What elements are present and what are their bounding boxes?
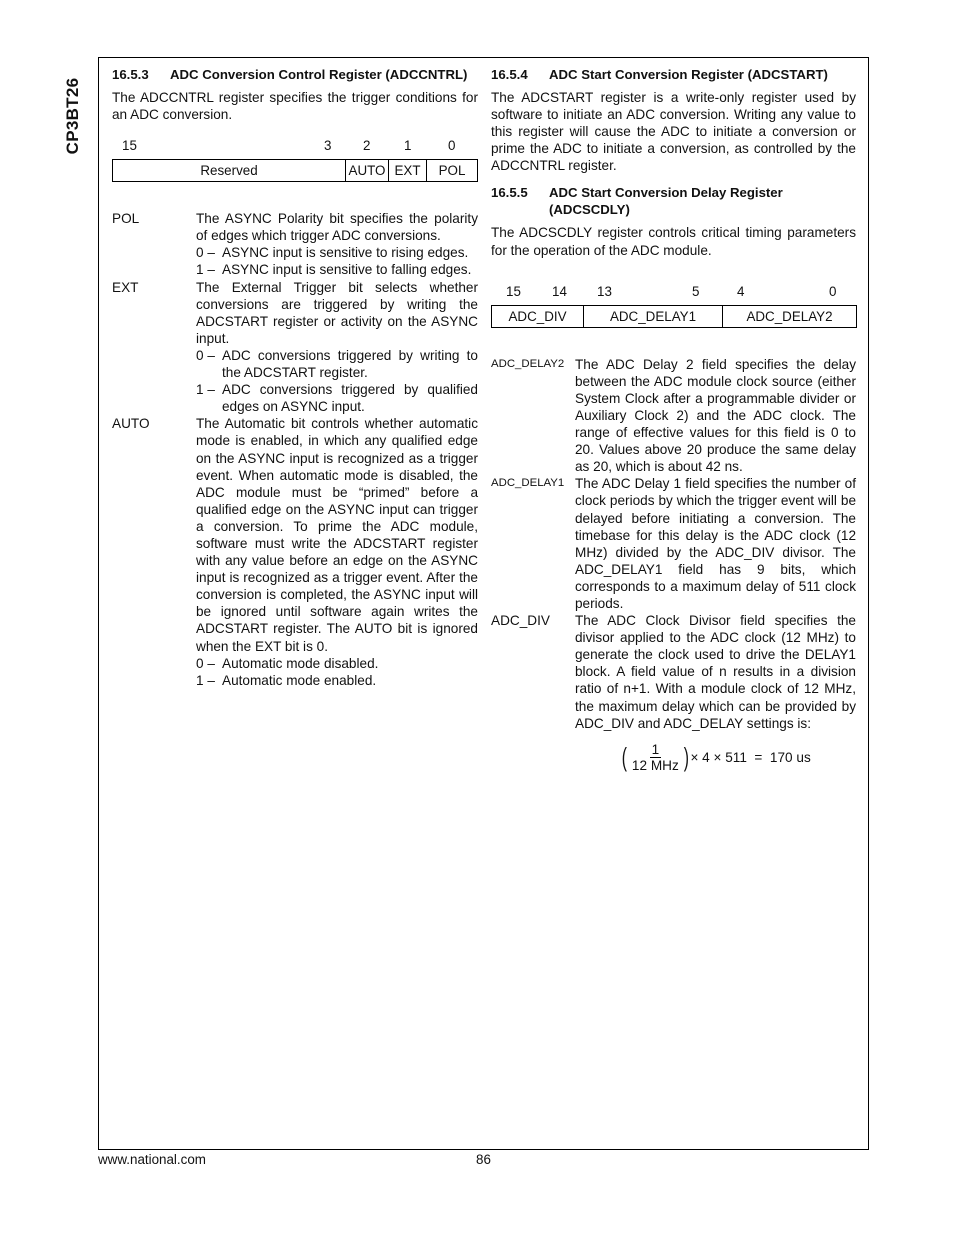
- section-16-5-4-heading: [491, 66, 856, 83]
- def-option: [196, 244, 478, 261]
- fraction: [632, 742, 679, 773]
- def-ext: [112, 279, 478, 416]
- fraction-denominator: 12 MHz: [631, 757, 679, 773]
- option-value: Automatic mode disabled.: [222, 655, 379, 671]
- option-value: Automatic mode enabled.: [222, 672, 377, 688]
- def-term: ADC_DELAY1: [491, 477, 565, 490]
- footer-url: www.national.com: [98, 1152, 206, 1167]
- option-value: ASYNC input is sensitive to falling edges.: [222, 262, 472, 278]
- def-term: AUTO: [112, 416, 150, 432]
- bit-label: 15: [122, 138, 137, 154]
- max-delay-formula: [491, 742, 856, 773]
- adcscdly-field-definitions: [491, 356, 856, 773]
- left-paren: (: [621, 742, 628, 773]
- def-desc-block: [196, 210, 478, 278]
- def-pol: [112, 210, 478, 278]
- option-key: 1 –: [196, 262, 215, 278]
- def-option: [196, 381, 478, 415]
- adccntrl-field-definitions: [112, 210, 478, 689]
- def-term: EXT: [112, 279, 139, 295]
- def-desc: The Automatic bit controls whether automatic mode is enabled, in which any qualified edge on the ASYNC input is recognized as a trigger event. When automatic mode is disabled, the ADC module must be “primed” before a qualified edge on the ASYNC input can trigger a conversion. To prime the ADC module, software must write the ADCSTART register with any value before an edge on the ASYNC input is recognized as a trigger event. After the conversion is completed, the ASYNC input will be ignored until software again writes the ADCSTART register. The AUTO bit is ignored when the EXT bit is 0.: [196, 416, 478, 654]
- field-auto: AUTO: [346, 160, 389, 181]
- bit-label: 2: [363, 138, 371, 154]
- def-desc: The ADC Delay 1 field specifies the number of clock periods by which the trigger event will be delayed before initiating a conversion. The timebase for this delay is the ADC clock (12 MHz) divided by the ADC_DIV divisor. The ADC_DELAY1 field has 9 bits, which corresponds to a maximum delay of 511 clock periods.: [575, 476, 856, 611]
- bit-label: 3: [324, 138, 332, 154]
- bit-label: 5: [692, 283, 700, 299]
- option-key: 0 –: [196, 347, 215, 363]
- side-title-text: CP3BT26: [63, 77, 82, 155]
- field-ext: EXT: [389, 160, 427, 181]
- bit-label: 1: [404, 138, 412, 154]
- right-paren: ): [683, 742, 689, 773]
- def-option: [196, 672, 478, 689]
- def-desc-block: [196, 415, 478, 689]
- section-16-5-5-heading: [491, 184, 856, 218]
- fraction-numerator: 1: [651, 741, 660, 757]
- option-key: 1 –: [196, 672, 215, 688]
- adcscdly-bit-numbers: [491, 283, 856, 305]
- formula-rest: × 4 × 511 = 170 us: [690, 749, 811, 765]
- adcstart-body: The ADCSTART register is a write-only register used by software to initiate an ADC conversion. Writing any value to this register will cause the ADC to initiate a conversion or prime the ADC to initiate a conversion, as controlled by the ADCCNTRL register.: [491, 90, 856, 174]
- bit-label: 13: [597, 283, 612, 299]
- option-value: ADC conversions triggered by writing to the ADCSTART register.: [222, 347, 478, 381]
- def-adc-div: [491, 612, 856, 732]
- bit-label: 4: [737, 283, 745, 299]
- field-adc-delay1: ADC_DELAY1: [584, 306, 723, 327]
- section-title: ADC Conversion Control Register (ADCCNTRL): [170, 67, 468, 82]
- section-number: 16.5.4: [491, 67, 528, 82]
- def-option: [196, 347, 478, 381]
- bit-label: 15: [506, 283, 521, 299]
- def-desc: The ADC Delay 2 field specifies the delay between the ADC module clock source (either System Clock after a programmable divider or Auxiliary Clock 2) and the ADC clock. The range of effective values for this field is 0 to 20. Values above 20 produce the same delay as 20, which is about 42 ns.: [575, 356, 856, 475]
- page-frame-bottom: [98, 1149, 869, 1150]
- section-16-5-3-heading: [112, 66, 478, 83]
- field-adc-delay2: ADC_DELAY2: [746, 308, 833, 324]
- def-option: [196, 261, 478, 278]
- def-adc-delay1: [491, 475, 856, 612]
- field-adc-div: ADC_DIV: [492, 306, 584, 327]
- adcscdly-register-diagram: [491, 283, 856, 328]
- def-auto: [112, 415, 478, 689]
- def-desc: The External Trigger bit selects whether conversions are triggered by writing the ADCSTART register or activity on the ASYNC input.: [196, 279, 478, 346]
- adccntrl-field-row: [112, 159, 478, 182]
- def-desc-block: [196, 279, 478, 416]
- section-title: ADC Start Conversion Delay Register (ADCSCDLY): [549, 185, 783, 218]
- footer-page-number: 86: [476, 1152, 491, 1167]
- section-title: ADC Start Conversion Register (ADCSTART): [549, 67, 828, 82]
- def-term: ADC_DELAY2: [491, 357, 565, 370]
- bit-label: 0: [829, 283, 837, 299]
- def-term: ADC_DIV: [491, 613, 550, 629]
- option-value: ADC conversions triggered by qualified edges on ASYNC input.: [222, 382, 478, 415]
- side-title: [53, 56, 93, 176]
- field-reserved: Reserved: [113, 160, 346, 181]
- def-adc-delay2: [491, 356, 856, 476]
- bit-label: 0: [448, 138, 456, 154]
- section-number: 16.5.3: [112, 67, 149, 82]
- option-key: 0 –: [196, 655, 215, 671]
- def-option: [196, 655, 478, 672]
- adcscdly-intro: The ADCSCDLY register controls critical timing parameters for the operation of the ADC module.: [491, 225, 856, 258]
- option-key: 0 –: [196, 245, 215, 261]
- field-pol: POL: [438, 163, 466, 179]
- adccntrl-intro: The ADCCNTRL register specifies the trigger conditions for an ADC conversion.: [112, 90, 478, 123]
- option-key: 1 –: [196, 382, 215, 398]
- def-desc: The ASYNC Polarity bit specifies the polarity of edges which trigger ADC conversions.: [196, 211, 478, 244]
- right-column: [491, 66, 856, 773]
- bit-label: 14: [552, 283, 567, 299]
- adccntrl-register-diagram: [112, 137, 478, 182]
- left-column: [112, 66, 478, 689]
- def-term: POL: [112, 211, 140, 227]
- def-desc: The ADC Clock Divisor field specifies the divisor applied to the ADC clock (12 MHz) to generate the clock used to drive the DELAY1 block. A field value of n results in a division ratio of n+1. With a module clock of 12 MHz, the maximum delay which can be provided by ADC_DIV and ADC_DELAY settings is:: [575, 613, 856, 731]
- option-value: ASYNC input is sensitive to rising edges.: [222, 245, 469, 261]
- adcscdly-field-row: [491, 305, 857, 328]
- adccntrl-bit-numbers: [112, 137, 478, 159]
- section-number: 16.5.5: [491, 185, 528, 201]
